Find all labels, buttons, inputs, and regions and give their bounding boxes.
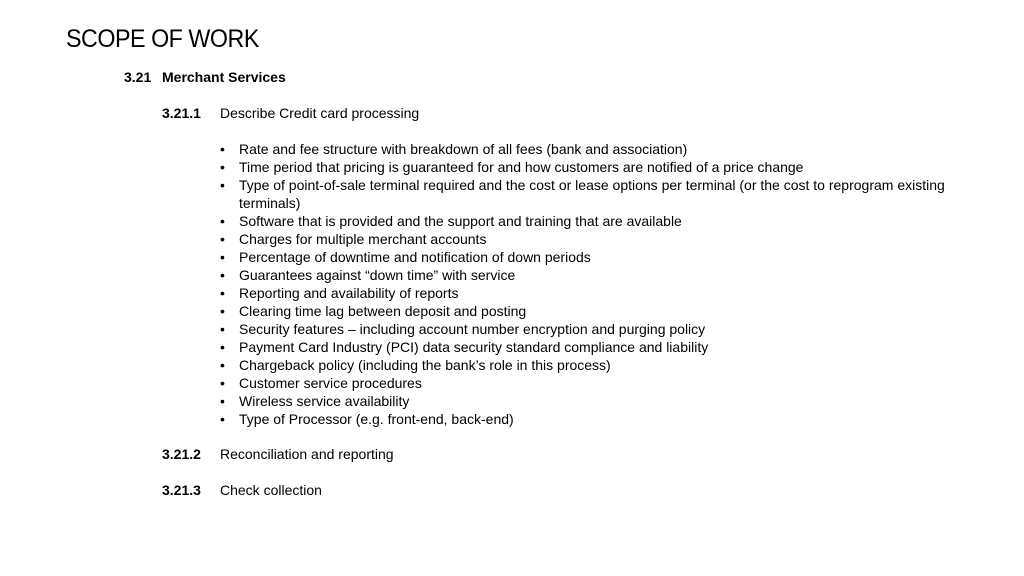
list-item <box>220 356 1010 374</box>
list-item-text: Charges for multiple merchant accounts <box>239 231 487 247</box>
bullet-icon: • <box>220 267 225 283</box>
bullet-icon: • <box>220 339 225 355</box>
list-item <box>220 212 1010 230</box>
bullet-icon: • <box>220 285 225 301</box>
list-item-text: Percentage of downtime and notification of down periods <box>239 249 591 265</box>
bullet-icon: • <box>220 303 225 319</box>
list-item-text: Rate and fee structure with breakdown of all fees (bank and association) <box>239 141 688 157</box>
bullet-icon: • <box>220 159 225 175</box>
list-item <box>220 248 1010 266</box>
list-item-text: Guarantees against “down time” with service <box>239 267 516 283</box>
list-item <box>220 266 1010 284</box>
bullet-icon: • <box>220 375 225 391</box>
bullet-list <box>220 140 1010 428</box>
bullet-icon: • <box>220 411 225 427</box>
list-item <box>220 374 1010 392</box>
list-item-text: Time period that pricing is guaranteed for and how customers are notified of a price change <box>239 159 804 175</box>
list-item-text: Customer service procedures <box>239 375 422 391</box>
section-heading <box>124 69 286 86</box>
list-item <box>220 302 1010 320</box>
list-item <box>220 338 1010 356</box>
subsection-3-21-3 <box>162 482 322 499</box>
subsection-title: Reconciliation and reporting <box>220 446 394 462</box>
subsection-3-21-2 <box>162 446 394 463</box>
list-item-text: Chargeback policy (including the bank’s role in this process) <box>239 357 611 373</box>
list-item-text: Reporting and availability of reports <box>239 285 459 301</box>
list-item <box>220 320 1010 338</box>
bullet-icon: • <box>220 357 225 373</box>
bullet-icon: • <box>220 321 225 337</box>
section-title: Merchant Services <box>162 69 286 85</box>
subsection-number: 3.21.1 <box>162 105 201 121</box>
bullet-icon: • <box>220 231 225 247</box>
list-item-text: Clearing time lag between deposit and posting <box>239 303 527 319</box>
list-item <box>220 158 1010 176</box>
section-number: 3.21 <box>124 69 152 85</box>
subsection-number: 3.21.2 <box>162 446 201 462</box>
subsection-title: Check collection <box>220 482 322 498</box>
page-title: SCOPE OF WORK <box>66 25 259 53</box>
bullet-icon: • <box>220 213 225 229</box>
list-item <box>220 176 1010 212</box>
list-item-text: Security features – including account number encryption and purging policy <box>239 321 706 337</box>
list-item-text: Payment Card Industry (PCI) data security standard compliance and liability <box>239 339 709 355</box>
bullet-icon: • <box>220 177 225 193</box>
list-item <box>220 410 1010 428</box>
subsection-3-21-1 <box>162 105 419 122</box>
list-item <box>220 140 1010 158</box>
bullet-icon: • <box>220 249 225 265</box>
list-item-text: Type of point-of-sale terminal required and the cost or lease options per terminal (or the cost to reprogram existing terminals) <box>239 177 945 211</box>
list-item <box>220 284 1010 302</box>
subsection-title: Describe Credit card processing <box>220 105 420 121</box>
subsection-number: 3.21.3 <box>162 482 201 498</box>
list-item-text: Software that is provided and the support and training that are available <box>239 213 682 229</box>
list-item-text: Wireless service availability <box>239 393 410 409</box>
list-item <box>220 392 1010 410</box>
bullet-icon: • <box>220 141 225 157</box>
bullet-icon: • <box>220 393 225 409</box>
list-item <box>220 230 1010 248</box>
list-item-text: Type of Processor (e.g. front-end, back-end) <box>239 411 514 427</box>
